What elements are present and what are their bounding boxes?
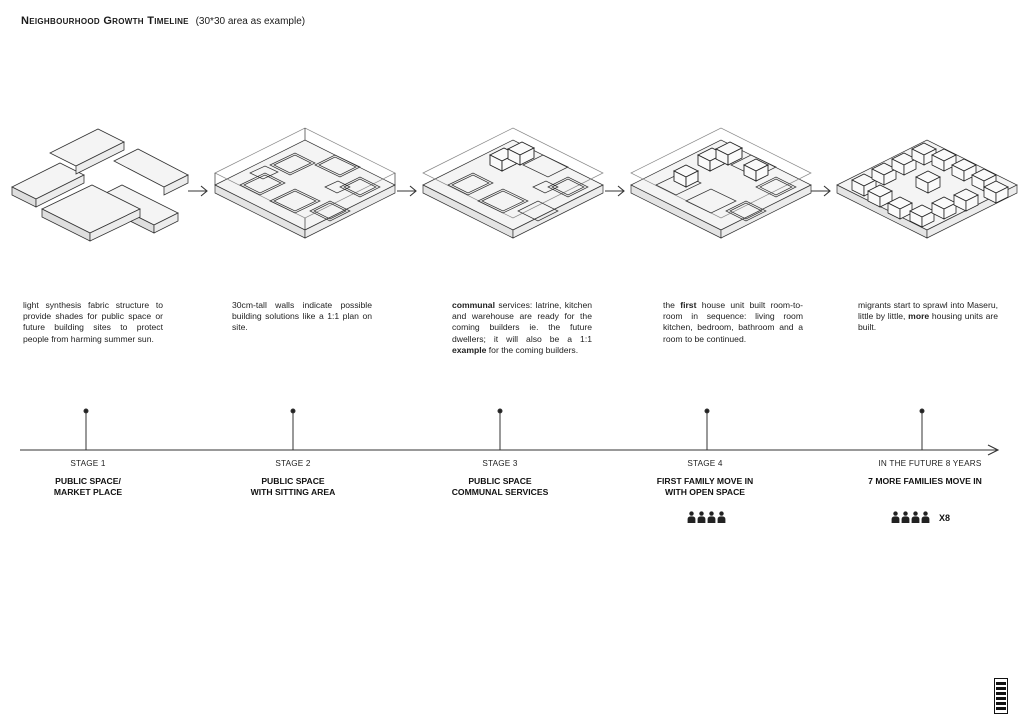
stage-4-diagram [626,125,816,245]
stage-2-description: 30cm-tall walls indicate possible building solutions like a 1:1 plan on site. [232,300,372,333]
title-main: Neighbourhood Growth Timeline [21,15,189,27]
person-icon [901,511,910,523]
stage-1-diagram [2,125,192,245]
stage-1-caption [8,476,168,498]
caption-line: MARKET PLACE [53,487,123,497]
stage-2-marker [291,409,295,450]
future-marker [920,409,924,450]
caption-line: FIRST FAMILY MOVE IN [656,476,754,486]
caption-line: PUBLIC SPACE [261,476,325,486]
stage-4-caption [625,476,785,498]
caption-line: 7 MORE FAMILIES MOVE IN [868,476,982,486]
stage-4-marker [705,409,709,450]
stage-2-label: STAGE 2 [275,459,311,468]
person-icon [687,511,696,523]
future-label: IN THE FUTURE 8 YEARS [878,459,982,468]
caption-line: PUBLIC SPACE [468,476,532,486]
future-diagram [832,125,1022,245]
flow-arrow-2 [396,183,418,199]
stage-3-marker [498,409,502,450]
caption-line: WITH SITTING AREA [250,487,336,497]
caption-line: PUBLIC SPACE/ [55,476,121,486]
caption-line: COMMUNAL SERVICES [451,487,549,497]
person-icon [891,511,900,523]
flow-arrow-3 [604,183,626,199]
person-icon [707,511,716,523]
person-icon [911,511,920,523]
stage-3-label: STAGE 3 [482,459,518,468]
page-title [21,15,305,27]
person-icon [697,511,706,523]
title-subtitle: (30*30 area as example) [195,16,306,27]
person-icon [921,511,930,523]
future-family-icons [891,511,930,527]
future-description: migrants start to sprawl into Maseru, little by little, more housing units are built. [858,300,998,333]
flow-arrow-1 [187,183,209,199]
stage-1-marker [84,409,88,450]
stage-3-diagram [418,125,608,245]
stage-4-family-icons [687,511,726,527]
stage-4-label: STAGE 4 [687,459,723,468]
stage-2-caption [213,476,373,498]
flow-arrow-4 [810,183,832,199]
page-marker-icon [994,678,1008,714]
future-caption [845,476,1005,487]
stage-1-description: light synthesis fabric structure to provide shades for public space or future building sites to protect people from harming summer sun. [23,300,163,344]
family-multiplier: X8 [939,513,951,523]
person-icon [717,511,726,523]
stage-2-diagram [210,125,400,245]
stage-3-description: communal services: latrine, kitchen and warehouse are ready for the coming builders ie. the future dwellers; it will also be a 1:1 example for the coming builders. [452,300,592,355]
stage-1-label: STAGE 1 [70,459,106,468]
stage-3-caption [420,476,580,498]
stage-4-description: the first house unit built room-to-room in sequence: living room kitchen, bedroom, bathroom and a room to be continued. [663,300,803,344]
caption-line: WITH OPEN SPACE [664,487,746,497]
